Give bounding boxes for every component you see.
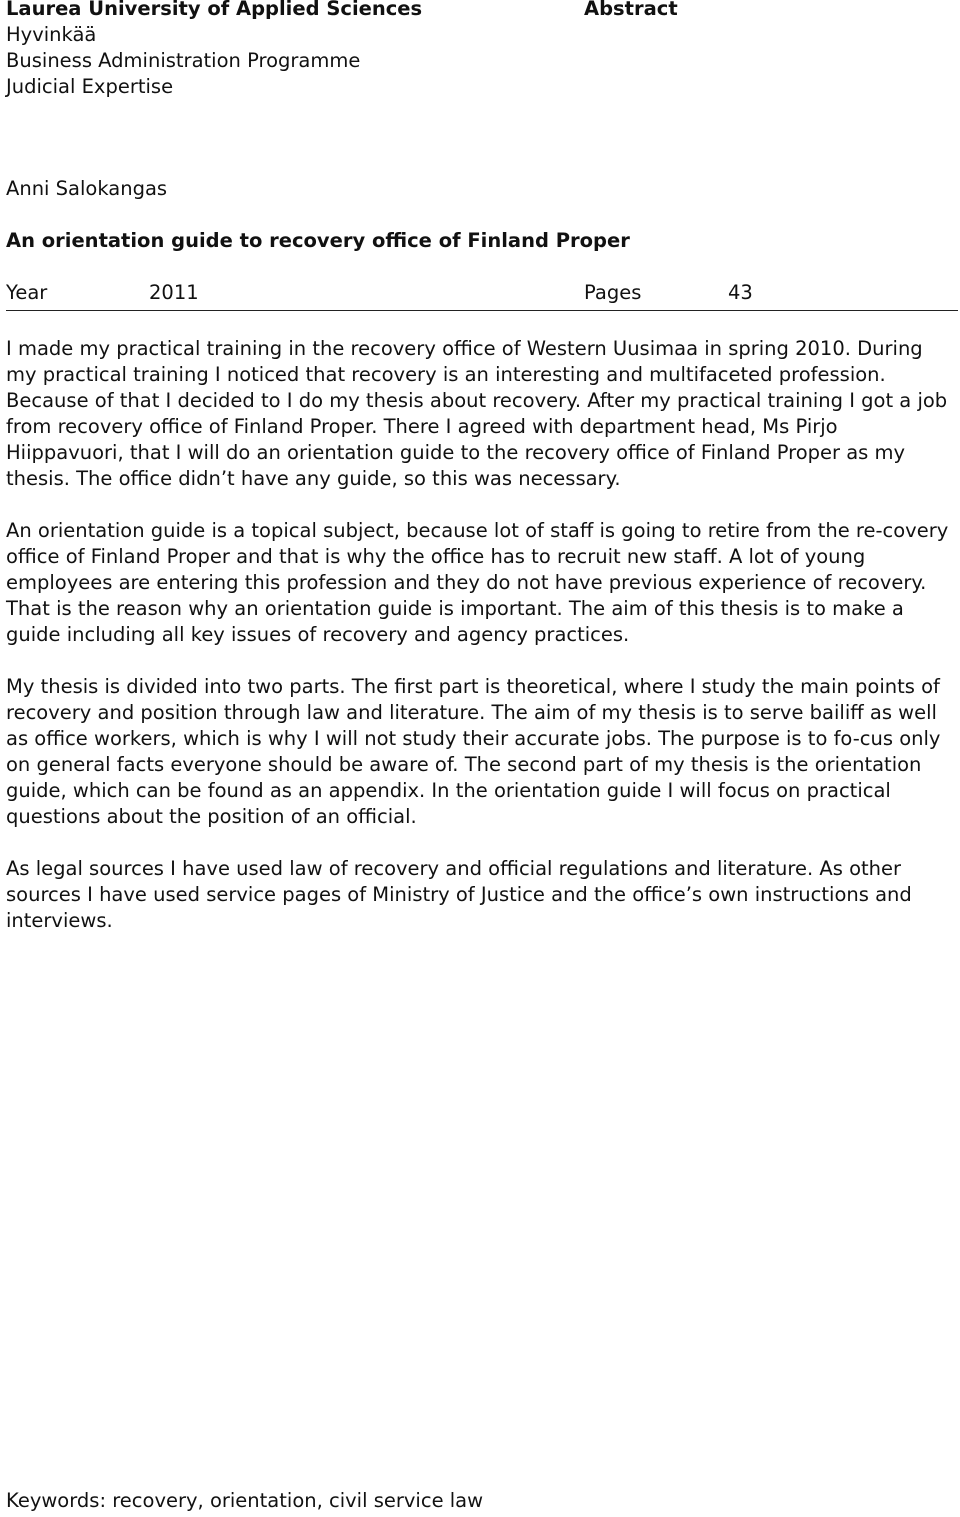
abstract-paragraph-4: As legal sources I have used law of recovery and official regulations and literature. As other sources I have used service pages of Ministry of Justice and the office’s own instructions and interviews. [6, 857, 912, 932]
pages-value: 43 [728, 281, 753, 304]
year-label: Year [6, 281, 48, 304]
university-name: Laurea University of Applied Sciences [6, 0, 423, 20]
author-name: Anni Salokangas [6, 177, 168, 200]
document-type: Abstract [584, 0, 678, 20]
abstract-body [6, 336, 954, 960]
header-divider [6, 310, 958, 311]
programme-name: Business Administration Programme [6, 49, 361, 72]
institution-block [6, 0, 566, 100]
abstract-paragraph-1: I made my practical training in the recovery office of Western Uusimaa in spring 2010. During my practical training I noticed that recovery is an interesting and multifaceted profession. Because of that I decided to I do my thesis about recovery. After my practical training I got a job from recovery office of Finland Proper. There I agreed with department head, Ms Pirjo Hiippavuori, that I will do an orientation guide to the recovery office of Finland Proper as my thesis. The office didn’t have any guide, so this was necessary. [6, 337, 948, 490]
year-value: 2011 [149, 281, 199, 304]
thesis-title: An orientation guide to recovery office of Finland Proper [6, 229, 630, 252]
pages-label: Pages [584, 281, 642, 304]
campus-name: Hyvinkää [6, 23, 97, 46]
abstract-paragraph-2: An orientation guide is a topical subject, because lot of staff is going to retire from the re-covery office of Finland Proper and that is why the office has to recruit new staff. A lot of young employees are entering this profession and they do not have previous experience of recovery. That is the reason why an orientation guide is important. The aim of this thesis is to make a guide including all key issues of recovery and agency practices. [6, 519, 949, 646]
abstract-paragraph-3: My thesis is divided into two parts. The first part is theoretical, where I study the main points of recovery and position through law and literature. The aim of my thesis is to serve bailiff as well as office workers, which is why I will not study their accurate jobs. The purpose is to fo-cus only on general facts everyone should be aware of. The second part of my thesis is the orientation guide, which can be found as an appendix. In the orientation guide I will focus on practical questions about the position of an official. [6, 675, 941, 828]
thesis-meta-row [6, 280, 956, 306]
specialisation-name: Judicial Expertise [6, 75, 174, 98]
keywords-line: Keywords: recovery, orientation, civil service law [6, 1489, 484, 1512]
